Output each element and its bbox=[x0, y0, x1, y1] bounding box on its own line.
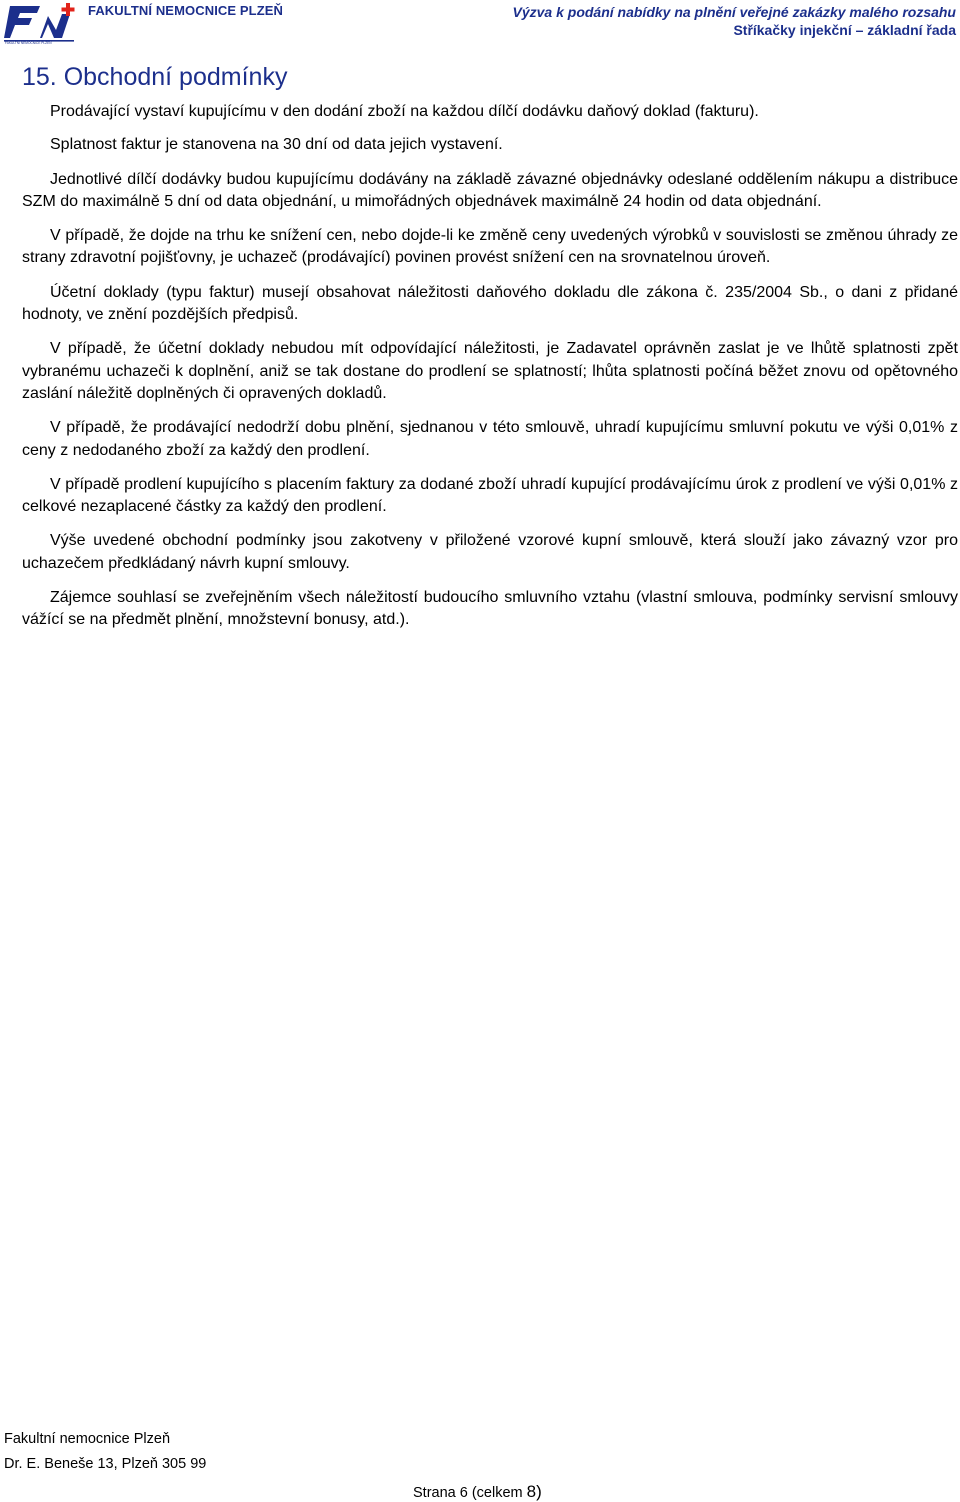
page-number bbox=[413, 1482, 542, 1502]
page-number-total: 8) bbox=[526, 1482, 542, 1501]
paragraph-publication-consent: Zájemce souhlasí se zveřejněním všech náležitostí budoucího smluvního vztahu (vlastní smlouva, podmínky servisní smlouvy vážící se na předmět plnění, množstevní bonusy, atd.). bbox=[22, 589, 958, 629]
paragraph-deliveries: Jednotlivé dílčí dodávky budou kupujícímu dodávány na základě závazné objednávky odeslané oddělením nákupu a distribuce SZM do maximálně 5 dní od data objednání, u mimořádných objednávek maximálně 24 hodin od data objednání. bbox=[22, 170, 958, 210]
document-title bbox=[513, 3, 957, 39]
paragraph-price-reduction: V případě, že dojde na trhu ke snížení cen, nebo dojde-li ke změně ceny uvedených výrobků v souvislosti se změnou úhrady ze strany zdravotní pojišťovny, je uchazeč (prodávající) povinen provést snížení cen na srovnatelnou úroveň. bbox=[22, 227, 958, 267]
footer-organization: Fakultní nemocnice Plzeň bbox=[4, 1431, 171, 1447]
paragraph-due-date: Splatnost faktur je stanovena na 30 dní od data jejich vystavení. bbox=[50, 136, 503, 154]
document-title-line1: Výzva k podání nabídky na plnění veřejné zakázky malého rozsahu bbox=[512, 4, 956, 20]
page-number-label: Strana 6 (celkem bbox=[413, 1485, 527, 1501]
paragraph-invoice: Prodávající vystaví kupujícímu v den dodání zboží na každou dílčí dodávku daňový doklad (fakturu). bbox=[50, 103, 759, 120]
paragraph-buyer-interest: V případě prodlení kupujícího s placením faktury za dodané zboží uhradí kupující prodávajícímu úrok z prodlení ve výši 0,01% z celkové nezaplacené částky za každý den prodlení. bbox=[22, 475, 958, 516]
section-body bbox=[22, 101, 958, 632]
footer-address: Dr. E. Beneše 13, Plzeň 305 99 bbox=[4, 1456, 207, 1472]
paragraph-contract-terms: Výše uvedené obchodní podmínky jsou zakotveny v přiložené vzorové kupní smlouvě, která slouží jako závazný vzor pro uchazečem předkládaný návrh kupní smlouvy. bbox=[22, 532, 958, 572]
paragraph-seller-penalty: V případě, že prodávající nedodrží dobu plnění, sjednanou v této smlouvě, uhradí kupujícímu smluvní pokutu ve výši 0,01% z ceny z nedodaného zboží za každý den prodlení. bbox=[22, 419, 958, 459]
hospital-logo bbox=[4, 2, 80, 44]
paragraph-accounting-documents: Účetní doklady (typu faktur) musejí obsahovat náležitosti daňového dokladu dle zákona č. 235/2004 Sb., o dani z přidané hodnoty, ve znění pozdějších předpisů. bbox=[22, 283, 958, 324]
page-header bbox=[0, 0, 960, 44]
section-heading: 15. Obchodní podmínky bbox=[22, 63, 288, 91]
organization-name: FAKULTNÍ NEMOCNICE PLZEŇ bbox=[88, 3, 283, 18]
paragraph-document-return: V případě, že účetní doklady nebudou mít odpovídající náležitosti, je Zadavatel oprávněn zaslat je ve lhůtě splatnosti zpět vybranému uchazeči k doplnění, aniž se tak dostane do prodlení se splatností; lhůta splatnosti počíná běžet znovu od opětovného zaslání náležitě doplněných či opravených dokladů. bbox=[22, 340, 958, 402]
document-title-line2: Stříkačky injekční – základní řada bbox=[733, 22, 956, 38]
svg-text:FAKULTNÍ NEMOCNICE PLZEŇ: FAKULTNÍ NEMOCNICE PLZEŇ bbox=[5, 41, 52, 44]
